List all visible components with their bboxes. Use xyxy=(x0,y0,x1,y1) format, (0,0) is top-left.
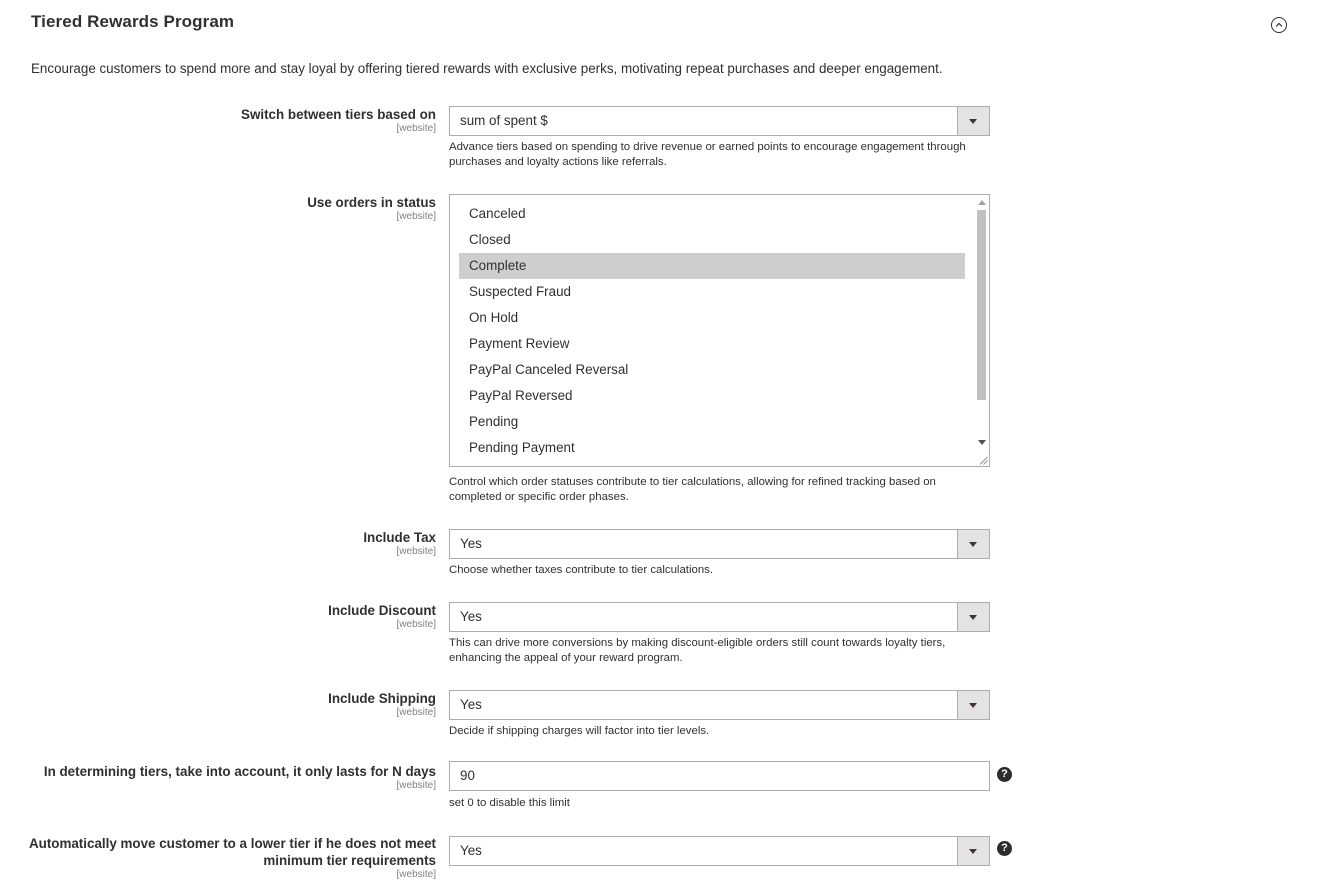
auto-move-scope: [website] xyxy=(396,869,436,880)
include-discount-label-group xyxy=(16,602,436,631)
include-discount-note: This can drive more conversions by making discount-eligible orders still count towards loyalty tiers, enhancing the appeal of your reward program. xyxy=(449,637,946,664)
auto-move-value: Yes xyxy=(460,843,482,858)
section-description: Encourage customers to spend more and stay loyal by offering tiered rewards with exclusive perks, motivating repeat purchases and deeper engagement. xyxy=(31,61,943,76)
include-tax-label: Include Tax xyxy=(363,530,436,545)
order-status-option[interactable]: Payment Review xyxy=(469,336,570,351)
scrollbar-thumb[interactable] xyxy=(977,210,986,400)
order-status-scope: [website] xyxy=(396,211,436,222)
order-status-option[interactable]: Closed xyxy=(469,232,511,247)
n-days-label-group xyxy=(0,763,436,792)
chevron-down-icon xyxy=(957,530,989,558)
n-days-value: 90 xyxy=(460,768,475,783)
switch-tiers-select[interactable] xyxy=(449,106,990,136)
switch-tiers-label: Switch between tiers based on xyxy=(241,107,436,122)
help-icon[interactable]: ? xyxy=(997,767,1012,782)
include-discount-value: Yes xyxy=(460,609,482,624)
order-status-option[interactable]: Pending Payment xyxy=(469,440,575,455)
order-status-label-group xyxy=(16,194,436,223)
include-tax-scope: [website] xyxy=(396,546,436,557)
order-status-note: Control which order statuses contribute to tier calculations, allowing for refined tracking based on completed or specific order phases. xyxy=(449,476,936,503)
include-discount-label: Include Discount xyxy=(328,603,436,618)
scrollbar[interactable] xyxy=(974,195,989,466)
order-status-label: Use orders in status xyxy=(307,195,436,210)
order-status-option-selected[interactable]: Complete xyxy=(459,253,965,279)
chevron-down-icon xyxy=(957,107,989,135)
chevron-down-icon xyxy=(957,691,989,719)
order-status-option[interactable]: Pending xyxy=(469,414,519,429)
switch-tiers-scope: [website] xyxy=(396,123,436,134)
switch-tiers-label-group xyxy=(16,106,436,135)
auto-move-label-group xyxy=(0,835,436,881)
chevron-down-icon xyxy=(957,837,989,865)
auto-move-label-line2: minimum tier requirements xyxy=(263,853,436,868)
n-days-note: set 0 to disable this limit xyxy=(449,797,570,809)
include-shipping-label: Include Shipping xyxy=(328,691,436,706)
resize-handle-icon[interactable] xyxy=(979,456,988,465)
include-tax-select[interactable] xyxy=(449,529,990,559)
collapse-icon[interactable] xyxy=(1271,17,1287,33)
order-status-option[interactable]: Canceled xyxy=(469,206,526,221)
help-icon[interactable]: ? xyxy=(997,841,1012,856)
auto-move-label-line1: Automatically move customer to a lower tier if he does not meet xyxy=(28,836,436,851)
order-status-multiselect[interactable] xyxy=(449,194,990,467)
order-status-option[interactable]: On Hold xyxy=(469,310,519,325)
n-days-input[interactable] xyxy=(449,761,990,791)
n-days-scope: [website] xyxy=(396,780,436,791)
chevron-down-icon xyxy=(957,603,989,631)
include-shipping-select[interactable] xyxy=(449,690,990,720)
order-status-option[interactable]: PayPal Reversed xyxy=(469,388,573,403)
include-discount-select[interactable] xyxy=(449,602,990,632)
include-tax-value: Yes xyxy=(460,536,482,551)
auto-move-select[interactable] xyxy=(449,836,990,866)
n-days-label: In determining tiers, take into account, it only lasts for N days xyxy=(43,764,436,779)
include-tax-note: Choose whether taxes contribute to tier calculations. xyxy=(449,564,714,576)
include-shipping-value: Yes xyxy=(460,697,482,712)
scroll-down-icon[interactable] xyxy=(978,440,986,445)
scroll-up-icon[interactable] xyxy=(978,200,986,205)
include-shipping-label-group xyxy=(16,690,436,719)
switch-tiers-value: sum of spent $ xyxy=(460,113,548,128)
order-status-option[interactable]: PayPal Canceled Reversal xyxy=(469,362,629,377)
include-tax-label-group xyxy=(16,529,436,558)
section-title: Tiered Rewards Program xyxy=(31,12,235,31)
include-shipping-scope: [website] xyxy=(396,707,436,718)
order-status-option[interactable]: Suspected Fraud xyxy=(469,284,571,299)
switch-tiers-note: Advance tiers based on spending to drive revenue or earned points to encourage engagement through purchases and loyalty actions like referrals. xyxy=(449,141,966,168)
include-shipping-note: Decide if shipping charges will factor into tier levels. xyxy=(449,725,710,737)
include-discount-scope: [website] xyxy=(396,619,436,630)
